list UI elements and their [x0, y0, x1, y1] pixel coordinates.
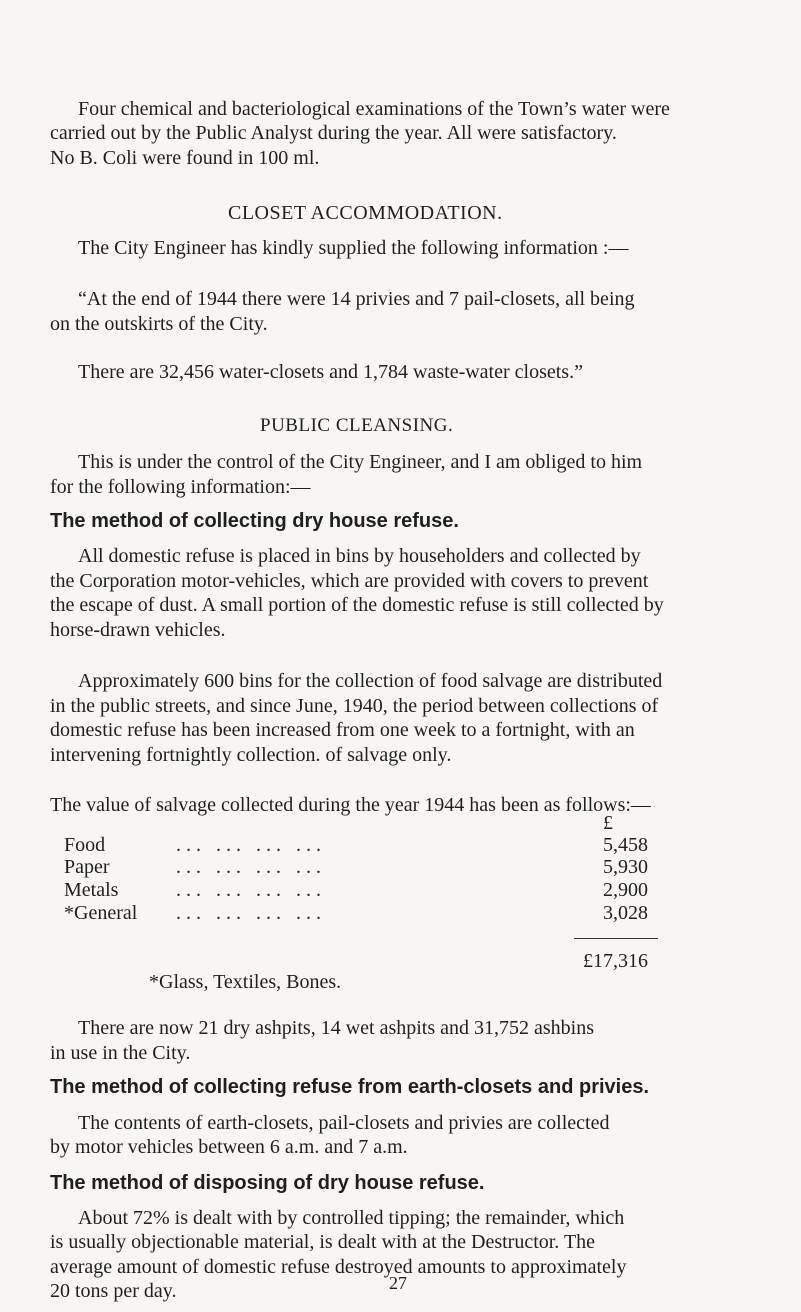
currency-symbol: £	[603, 812, 613, 835]
text-line: There are now 21 dry ashpits, 14 wet ashpits and 31,752 ashbins	[78, 1017, 595, 1040]
total-value: £17,316	[583, 949, 648, 972]
text-line: average amount of domestic refuse destroyed amounts to approximately	[50, 1255, 627, 1278]
leader-dots: ... ... ... ...	[176, 879, 326, 902]
text-line: carried out by the Public Analyst during the year. All were satisfactory.	[50, 122, 617, 145]
section-heading-closet: CLOSET ACCOMMODATION.	[228, 201, 503, 224]
row-value: 2,900	[603, 879, 648, 902]
text-line: by motor vehicles between 6 a.m. and 7 a.m.	[50, 1136, 408, 1159]
leader-dots: ... ... ... ...	[176, 856, 326, 879]
engineer-paragraph: The City Engineer has kindly supplied the following information :—	[78, 237, 629, 260]
section-heading-cleansing: PUBLIC CLEANSING.	[260, 414, 454, 436]
text-line: horse-drawn vehicles.	[50, 618, 226, 641]
subheading-disposing: The method of disposing of dry house refuse.	[50, 1171, 485, 1194]
row-value: 5,458	[603, 833, 648, 856]
text-line: This is under the control of the City Engineer, and I am obliged to him	[78, 451, 643, 474]
table-row	[64, 856, 654, 878]
text-line: the Corporation motor-vehicles, which are provided with covers to prevent	[50, 569, 649, 592]
text-line: 20 tons per day.	[50, 1280, 177, 1303]
leader-dots: ... ... ... ...	[176, 901, 326, 924]
text-line: for the following information:—	[50, 475, 311, 498]
row-value: 3,028	[603, 901, 648, 924]
text-line: All domestic refuse is placed in bins by householders and collected by	[78, 545, 641, 568]
currency-header-row	[64, 812, 654, 834]
row-label: Food	[64, 833, 106, 856]
text-line: Approximately 600 bins for the collection of food salvage are distributed	[78, 670, 663, 693]
text-line: intervening fortnightly collection. of salvage only.	[50, 743, 452, 766]
value-paragraph: The value of salvage collected during the year 1944 has been as follows:—	[50, 793, 651, 816]
text-line: the escape of dust. A small portion of the domestic refuse is still collected by	[50, 594, 664, 617]
text-line: is usually objectionable material, is dealt with at the Destructor. The	[50, 1231, 596, 1254]
table-row	[64, 834, 654, 856]
text-line: on the outskirts of the City.	[50, 312, 268, 335]
row-label: Metals	[64, 879, 119, 902]
subheading-earth-closets: The method of collecting refuse from earth-closets and privies.	[50, 1076, 650, 1099]
text-line: domestic refuse has been increased from one week to a fortnight, with an	[50, 719, 635, 742]
row-value: 5,930	[603, 856, 648, 879]
page-number: 27	[389, 1272, 407, 1293]
text-line: Four chemical and bacteriological examinations of the Town’s water were	[78, 97, 670, 120]
row-label: *General	[64, 901, 138, 924]
table-footnote: *Glass, Textiles, Bones.	[149, 971, 342, 994]
row-label: Paper	[64, 856, 110, 879]
text-line: “At the end of 1944 there were 14 privies and 7 pail-closets, all being	[78, 288, 635, 311]
text-line: in the public streets, and since June, 1940, the period between collections of	[50, 694, 659, 717]
subheading-collecting: The method of collecting dry house refuse.	[50, 510, 459, 533]
table-row	[64, 879, 654, 901]
text-line: About 72% is dealt with by controlled tipping; the remainder, which	[78, 1206, 625, 1229]
total-row	[64, 950, 654, 972]
total-rule	[574, 938, 658, 939]
text-line: in use in the City.	[50, 1041, 191, 1064]
text-line: No B. Coli were found in 100 ml.	[50, 146, 320, 169]
waterclosets-paragraph: There are 32,456 water-closets and 1,784 waste-water closets.”	[78, 360, 583, 383]
text-line: The contents of earth-closets, pail-closets and privies are collected	[78, 1111, 610, 1134]
table-row	[64, 902, 654, 924]
leader-dots: ... ... ... ...	[176, 833, 326, 856]
